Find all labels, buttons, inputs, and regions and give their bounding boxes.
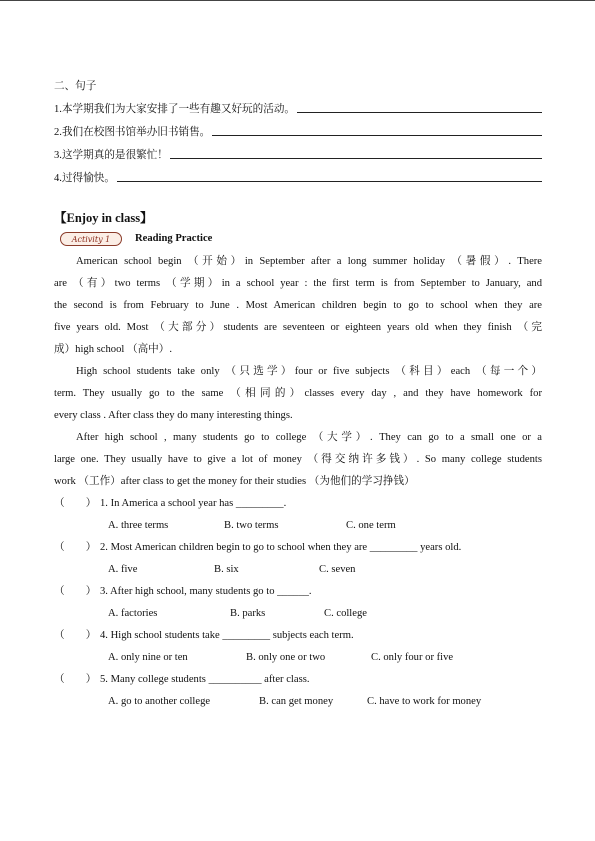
passage-line: term. They usually go to the same （相同的）classes every day , and they have homework for <box>54 388 542 399</box>
answer-parentheses[interactable]: （ ） <box>54 498 97 509</box>
activity-badge-label: Activity 1 <box>71 234 111 244</box>
option-c[interactable]: C. have to work for money <box>367 696 482 707</box>
answer-blank[interactable] <box>212 135 542 136</box>
option-b[interactable]: B. only one or two <box>246 652 326 663</box>
top-border <box>0 0 595 1</box>
passage-line: are （有）two terms （学期）in a school year : the first term is from September to January, and <box>54 278 542 289</box>
option-c[interactable]: C. only four or five <box>371 652 454 663</box>
passage-paragraph-3 <box>54 427 542 493</box>
question-stem: 4. High school students take _________ subjects each term. <box>100 630 354 641</box>
option-c[interactable]: C. seven <box>319 564 356 575</box>
reading-practice-title: Reading Practice <box>135 233 213 244</box>
passage-line: every class . After class they do many interesting things. <box>54 410 293 421</box>
question-stem: 3. After high school, many students go to ______. <box>100 586 312 597</box>
option-b[interactable]: B. parks <box>230 608 266 619</box>
option-a[interactable]: A. go to another college <box>108 696 211 707</box>
activity-badge <box>60 232 122 246</box>
passage-line: High school students take only （只选学）four or five subjects （科目）each （每一个） <box>76 366 542 377</box>
answer-blank[interactable] <box>297 112 542 113</box>
option-a[interactable]: A. factories <box>108 608 158 619</box>
sentence-prompt: 2.我们在校图书馆举办旧书销售。 <box>54 127 211 138</box>
answer-parentheses[interactable]: （ ） <box>54 630 97 641</box>
question-stem: 5. Many college students __________ after class. <box>100 674 310 685</box>
passage-line: work （工作）after class to get the money for their studies （为他们的学习挣钱） <box>54 476 415 487</box>
passage-line: After high school , many students go to college （大学）. They can go to a small one or a <box>76 432 542 443</box>
passage-line: 成）high school （高中）. <box>54 344 172 355</box>
passage-paragraph-2 <box>54 361 542 427</box>
option-c[interactable]: C. college <box>324 608 367 619</box>
sentence-line-2[interactable] <box>54 117 542 139</box>
option-b[interactable]: B. can get money <box>259 696 334 707</box>
section-title-enjoy: 【Enjoy in class】 <box>54 211 153 225</box>
question-stem: 2. Most American children begin to go to school when they are _________ years old. <box>100 542 462 553</box>
sentence-line-3[interactable] <box>54 140 542 162</box>
section-heading-sentences: 二、句子 <box>54 81 97 92</box>
sentence-line-1[interactable] <box>54 94 542 116</box>
question-3 <box>54 581 312 603</box>
answer-parentheses[interactable]: （ ） <box>54 542 97 553</box>
passage-line: large one. They usually have to give a lot of money （得交纳许多钱）. So many college students <box>54 454 542 465</box>
sentence-prompt: 4.过得愉快。 <box>54 173 115 184</box>
question-4 <box>54 625 354 647</box>
option-b[interactable]: B. two terms <box>224 520 279 531</box>
option-b[interactable]: B. six <box>214 564 239 575</box>
answer-parentheses[interactable]: （ ） <box>54 586 97 597</box>
option-a[interactable]: A. only nine or ten <box>108 652 188 663</box>
question-1 <box>54 493 286 515</box>
passage-paragraph-1 <box>54 251 542 361</box>
sentence-prompt: 3.这学期真的是很繁忙！ <box>54 150 168 161</box>
option-a[interactable]: A. three terms <box>108 520 169 531</box>
answer-blank[interactable] <box>117 181 542 182</box>
question-stem: 1. In America a school year has _________. <box>100 498 287 509</box>
answer-blank[interactable] <box>170 158 542 159</box>
option-a[interactable]: A. five <box>108 564 138 575</box>
passage-line: American school begin （开始）in September after a long summer holiday （暑假）. There <box>76 256 542 267</box>
passage-line: five years old. Most （大部分）students are seventeen or eighteen years old when they finish （完 <box>54 322 542 333</box>
question-5 <box>54 669 309 691</box>
sentence-prompt: 1.本学期我们为大家安排了一些有趣又好玩的活动。 <box>54 104 296 115</box>
sentence-line-4[interactable] <box>54 163 542 185</box>
option-c[interactable]: C. one term <box>346 520 396 531</box>
passage-line: the second is from February to June . Most American children begin to go to school when they are <box>54 300 542 311</box>
question-2 <box>54 537 461 559</box>
answer-parentheses[interactable]: （ ） <box>54 674 97 685</box>
